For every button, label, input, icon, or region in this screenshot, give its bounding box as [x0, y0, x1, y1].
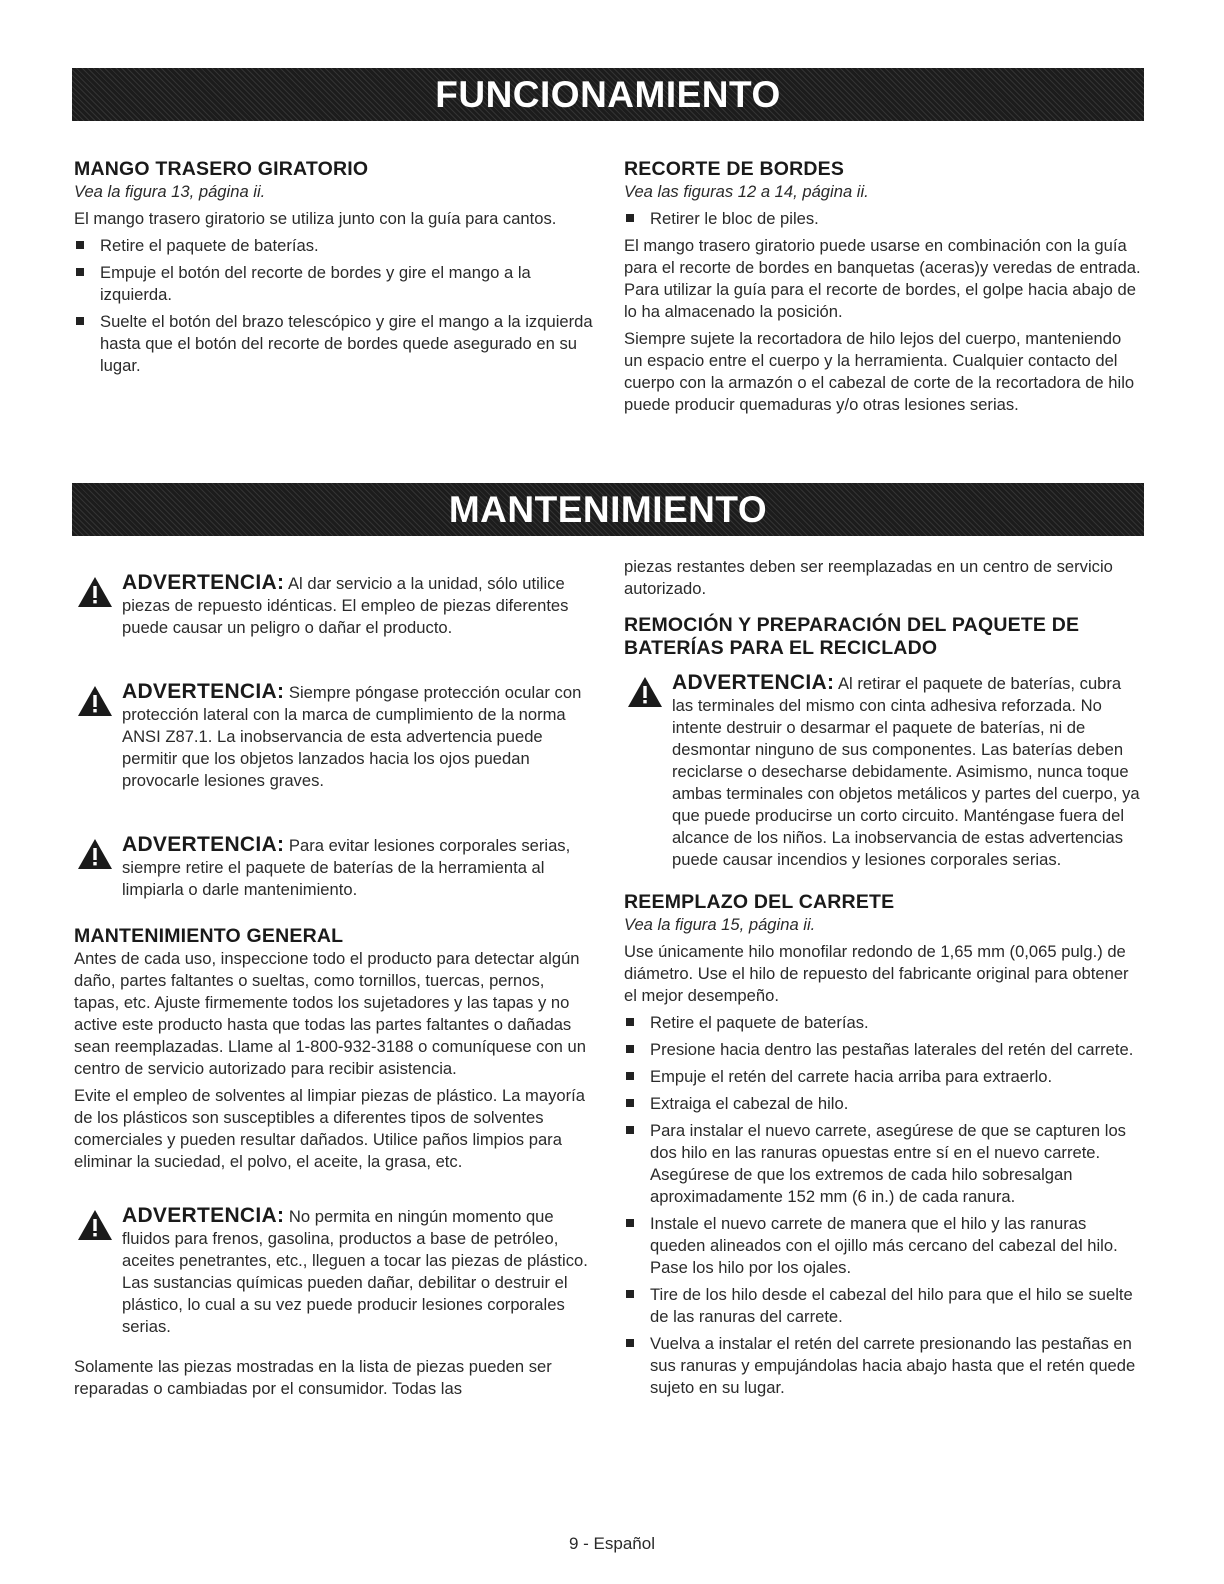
list-item: Extraiga el cabezal de hilo. [624, 1093, 1144, 1115]
general-paragraph: Solamente las piezas mostradas en la lista de piezas pueden ser reparadas o cambiadas por el consumidor. Todas las [74, 1357, 552, 1398]
warning-triangle-icon [626, 675, 664, 709]
list-item: Retire el paquete de baterías. [74, 235, 594, 257]
warning-label: ADVERTENCIA: [122, 833, 285, 856]
list-item: Presione hacia dentro las pestañas laterales del retén del carrete. [624, 1039, 1144, 1061]
warning-block [74, 681, 594, 792]
carrete-title: REEMPLAZO DEL CARRETE [624, 891, 895, 913]
bullet-icon [626, 1072, 634, 1080]
warning-triangle-icon [76, 684, 114, 718]
warning-text: Para evitar lesiones corporales serias, siempre retire el paquete de baterías de la herramienta al limpiarla o darle mantenimiento. [122, 836, 571, 899]
warning-text: No permita en ningún momento que fluidos para frenos, gasolina, productos a base de petróleo, aceites penetrantes, etc., lleguen a tocar las piezas de plástico. Las sustancias químicas pueden dañar, debilitar o destruir el plástico, lo cual a su vez puede producir lesiones corporales serias. [122, 1207, 588, 1336]
bullet-icon [76, 317, 84, 325]
bullet-icon [626, 1339, 634, 1347]
recorte-paragraph: Siempre sujete la recortadora de hilo lejos del cuerpo, manteniendo un espacio entre el cuerpo y la herramienta. Cualquier contacto del cuerpo con la armazón o el cabezal de corte de la recortadora de hilo puede producir quemaduras y/o otras lesiones serias. [624, 329, 1135, 414]
page-footer: 9 - Español [569, 1534, 655, 1553]
mango-ref: Vea la figura 13, página ii. [74, 182, 266, 201]
warning-triangle-icon [76, 1208, 114, 1242]
warning-block [624, 672, 1144, 871]
bullet-icon [76, 268, 84, 276]
recorte-ref: Vea las figuras 12 a 14, página ii. [624, 182, 869, 201]
general-paragraph: Evite el empleo de solventes al limpiar piezas de plástico. La mayoría de los plásticos son susceptibles a diferentes tipos de solventes comerciales y pueden resultar dañados. Utilice paños limpios para eliminar la suciedad, el polvo, el aceite, la grasa, etc. [74, 1086, 585, 1171]
mantenimiento-right-column [624, 556, 1144, 1404]
bullet-icon [626, 1018, 634, 1026]
warning-label: ADVERTENCIA: [122, 680, 285, 703]
bullet-icon [626, 1290, 634, 1298]
section-banner-mantenimiento [72, 483, 1144, 536]
carrete-intro: Use únicamente hilo monofilar redondo de 1,65 mm (0,065 pulg.) de diámetro. Use el hilo de repuesto del fabricante original para obtener el mejor desempeño. [624, 942, 1129, 1005]
recorte-section [624, 158, 1144, 421]
list-item: Empuje el botón del recorte de bordes y gire el mango a la izquierda. [74, 262, 594, 306]
warning-block [74, 1205, 594, 1338]
warning-block [74, 834, 594, 901]
list-item: Suelte el botón del brazo telescópico y gire el mango a la izquierda hasta que el botón del recorte de bordes quede asegurado en su lugar. [74, 311, 594, 377]
warning-text: Siempre póngase protección ocular con protección lateral con la marca de cumplimiento de la norma ANSI Z87.1. La inobservancia de esta advertencia puede permitir que los objetos lanzados hacia los ojos puedan provocarle lesiones graves. [122, 683, 582, 790]
list-item: Retire el paquete de baterías. [624, 1012, 1144, 1034]
bullet-icon [626, 1045, 634, 1053]
warning-triangle-icon [76, 575, 114, 609]
recorte-paragraph: El mango trasero giratorio puede usarse en combinación con la guía para el recorte de bordes en banquetas (aceras)y veredas de entrada. Para utilizar la guía para el recorte de bordes, el golpe hacia abajo de lo ha almacenado la posición. [624, 236, 1141, 321]
warning-text: Al dar servicio a la unidad, sólo utilice piezas de repuesto idénticas. El empleo de piezas diferentes puede causar un peligro o dañar el producto. [122, 574, 569, 637]
section-title: FUNCIONAMIENTO [435, 73, 781, 115]
section-title: MANTENIMIENTO [448, 488, 768, 530]
list-item: Para instalar el nuevo carrete, asegúrese de que se capturen los dos hilo en las ranuras opuestas entre sí en el nuevo carrete. Asegúrese de que los extremos de cada hilo sobresalgan aproximadamente 152 mm (6 in.) de cada ranura. [624, 1120, 1144, 1208]
warning-block [74, 572, 594, 639]
list-item: Vuelva a instalar el retén del carrete presionando las pestañas en sus ranuras y empujándolas hacia abajo hasta que el retén quede sujeto en su lugar. [624, 1333, 1144, 1399]
general-paragraph-continued: piezas restantes deben ser reemplazadas en un centro de servicio autorizado. [624, 557, 1113, 598]
general-paragraph: Antes de cada uso, inspeccione todo el producto para detectar algún daño, partes faltantes o sueltas, como tornillos, tuercas, pernos, tapas, etc. Ajuste firmemente todos los sujetadores y las tapas y no active este producto hasta que todas las partes faltantes o dañadas sean reemplazadas. Llame al 1-800-932-3188 o comuníquese con un centro de servicio autorizado para recibir asistencia. [74, 949, 586, 1078]
general-title: MANTENIMIENTO GENERAL [74, 925, 344, 947]
bullet-icon [626, 1099, 634, 1107]
bullet-icon [626, 1219, 634, 1227]
carrete-ref: Vea la figura 15, página ii. [624, 915, 816, 934]
carrete-steps [624, 1012, 1144, 1399]
warning-label: ADVERTENCIA: [672, 671, 835, 694]
mango-section [74, 158, 594, 382]
mantenimiento-left-column [74, 572, 594, 1405]
mango-steps [74, 235, 594, 377]
list-item: Retirer le bloc de piles. [624, 208, 1144, 230]
list-item: Empuje el retén del carrete hacia arriba para extraerlo. [624, 1066, 1144, 1088]
warning-label: ADVERTENCIA: [122, 571, 285, 594]
warning-triangle-icon [76, 837, 114, 871]
list-item: Tire de los hilo desde el cabezal del hilo para que el hilo se suelte de las ranuras del carrete. [624, 1284, 1144, 1328]
remocion-title: REMOCIÓN Y PREPARACIÓN DEL PAQUETE DE BATERÍAS PARA EL RECICLADO [624, 614, 1080, 659]
list-item: Instale el nuevo carrete de manera que el hilo y las ranuras queden alineados con el ojillo más cercano del cabezal del hilo. Pase los hilo por los ojales. [624, 1213, 1144, 1279]
section-banner-funcionamiento [72, 68, 1144, 121]
mango-intro: El mango trasero giratorio se utiliza junto con la guía para cantos. [74, 209, 557, 228]
recorte-steps [624, 208, 1144, 230]
warning-text: Al retirar el paquete de baterías, cubra las terminales del mismo con cinta adhesiva reforzada. No intente destruir o desarmar el paquete de baterías, ni de desmontar ninguno de sus componentes. Las baterías deben reciclarse o desecharse debidamente. Asimismo, nunca toque ambas terminales con objetos metálicos y partes del cuerpo, ya que puede producirse un corto circuito. Manténgase fuera del alcance de los niños. La inobservancia de estas advertencias puede causar incendios y lesiones corporales serias. [672, 674, 1140, 869]
bullet-icon [626, 214, 634, 222]
recorte-title: RECORTE DE BORDES [624, 158, 845, 180]
mango-title: MANGO TRASERO GIRATORIO [74, 158, 369, 180]
bullet-icon [76, 241, 84, 249]
warning-label: ADVERTENCIA: [122, 1204, 285, 1227]
bullet-icon [626, 1126, 634, 1134]
